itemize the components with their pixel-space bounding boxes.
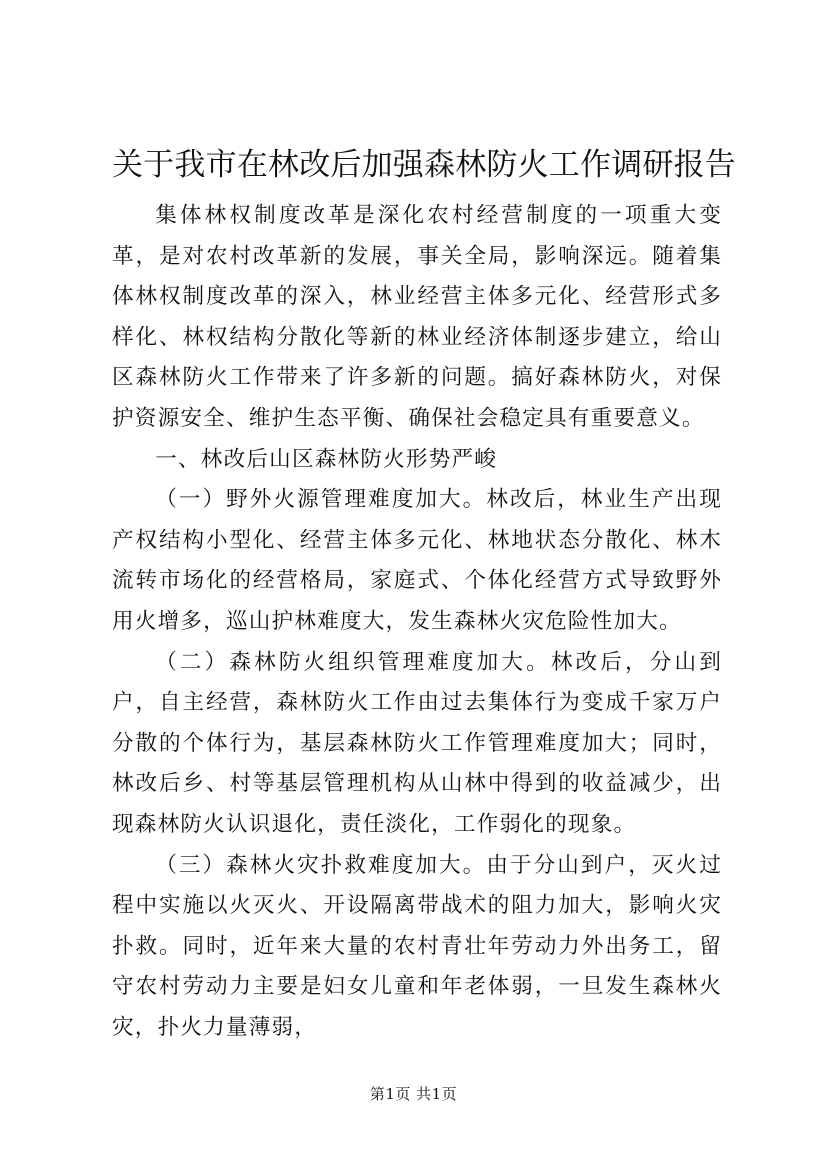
subsection-paragraph-1: （一）野外火源管理难度加大。林改后，林业生产出现产权结构小型化、经营主体多元化、林地状态分散化、林木流转市场化的经营格局，家庭式、个体化经营方式导致野外用火增多，巡山护林难度大，发生森林火灾危险性加大。 [112,487,722,634]
document-body [112,196,722,1048]
subsection-paragraph-2: （二）森林防火组织管理难度加大。林改后，分山到户，自主经营，森林防火工作由过去集体行为变成千家万户分散的个体行为，基层森林防火工作管理难度加大；同时，林改后乡、村等基层管理机构从山林中得到的收益减少，出现森林防火认识退化，责任淡化，工作弱化的现象。 [112,649,722,837]
intro-paragraph: 集体林权制度改革是深化农村经营制度的一项重大变革，是对农村改革新的发展，事关全局，影响深远。随着集体林权制度改革的深入，林业经营主体多元化、经营形式多样化、林权结构分散化等新的林业经济体制逐步建立，给山区森林防火工作带来了许多新的问题。搞好森林防火，对保护资源安全、维护生态平衡、确保社会稳定具有重要意义。 [112,203,722,431]
document-title: 关于我市在林改后加强森林防火工作调研报告 [112,147,736,183]
section-heading: 一、林改后山区森林防火形势严峻 [155,446,498,472]
page-footer: 第1页 共1页 [369,1085,458,1103]
subsection-paragraph-3: （三）森林火灾扑救难度加大。由于分山到户，灭火过程中实施以火灭火、开设隔离带战术的阻力加大，影响火灾扑救。同时，近年来大量的农村青壮年劳动力外出务工，留守农村劳动力主要是妇女儿童和年老体弱，一旦发生森林火灾，扑火力量薄弱， [112,852,722,1040]
